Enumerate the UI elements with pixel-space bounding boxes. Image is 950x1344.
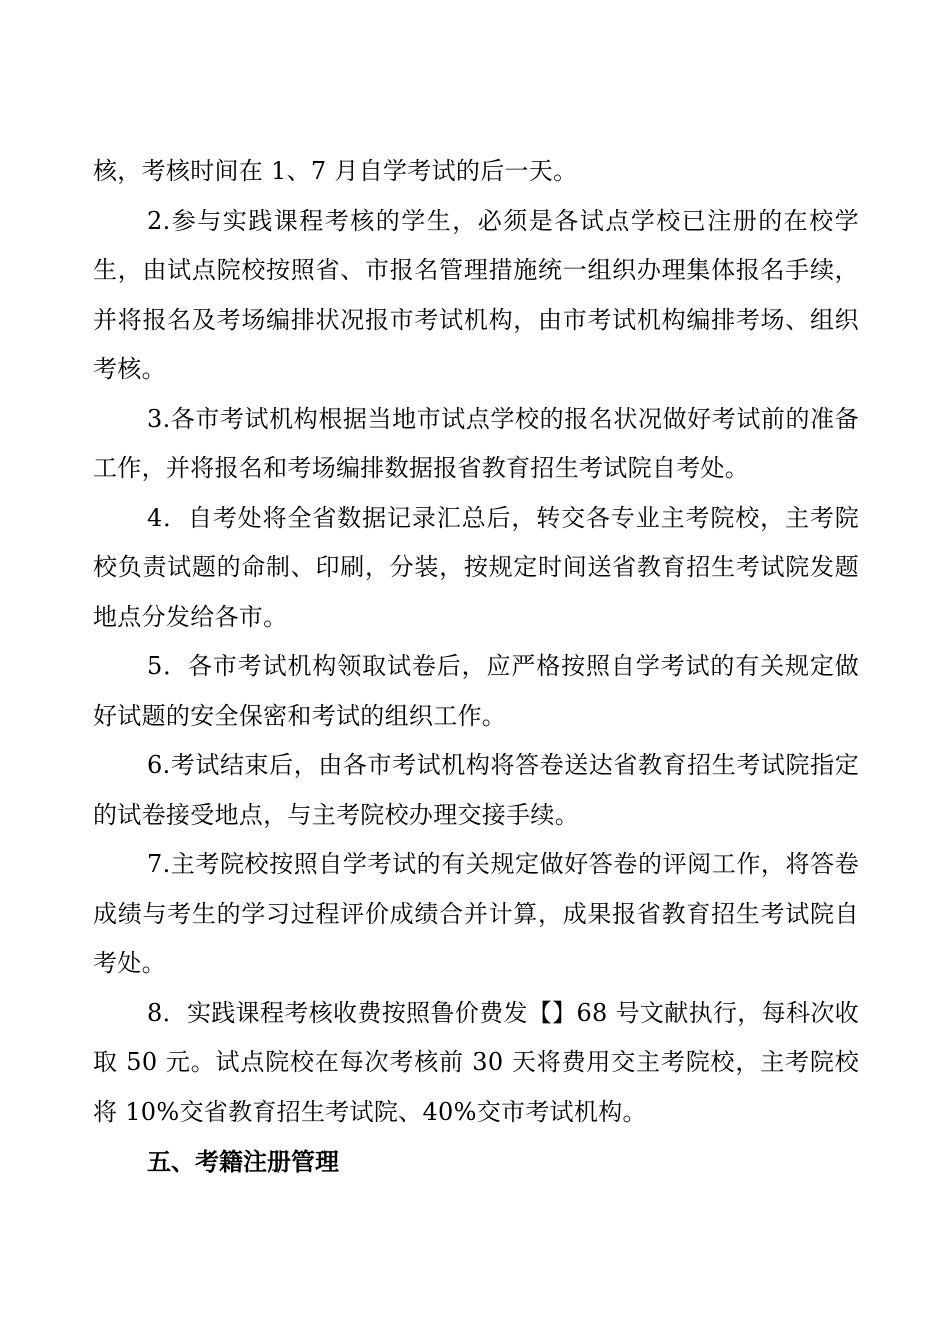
paragraph-item-4: 4．自考处将全省数据记录汇总后，转交各专业主考院校，主考院校负责试题的命制、印刷，分装，按规定时间送省教育招生考试院发题地点分发给各市。 (93, 503, 859, 631)
section-heading: 五、考籍注册管理 (147, 1148, 339, 1176)
paragraph-continuation: 核，考核时间在 1、7 月自学考试的后一天。 (93, 157, 578, 185)
paragraph-item-6: 6.考试结束后，由各市考试机构将答卷送达省教育招生考试院指定的试卷接受地点，与主考院校办理交接手续。 (93, 751, 859, 829)
paragraph-item-7: 7.主考院校按照自学考试的有关规定做好答卷的评阅工作，将答卷成绩与考生的学习过程评价成绩合并计算，成果报省教育招生考试院自考处。 (93, 850, 859, 977)
paragraph-item-8: 8．实践课程考核收费按照鲁价费发【】68 号文献执行，每科次收取 50 元。试点院校在每次考核前 30 天将费用交主考院校，主考院校将 10%交省教育招生考试院、40%交市考试机构。 (93, 998, 859, 1126)
paragraph-item-2: 2.参与实践课程考核的学生，必须是各试点学校已注册的在校学生，由试点院校按照省、市报名管理措施统一组织办理集体报名手续，并将报名及考场编排状况报市考试机构，由市考试机构编排考场、组织考核。 (93, 206, 859, 383)
paragraph-item-3: 3.各市考试机构根据当地市试点学校的报名状况做好考试前的准备工作，并将报名和考场编排数据报省教育招生考试院自考处。 (93, 404, 859, 482)
document-page (93, 147, 859, 1187)
paragraph-item-5: 5．各市考试机构领取试卷后，应严格按照自学考试的有关规定做好试题的安全保密和考试的组织工作。 (93, 652, 859, 730)
